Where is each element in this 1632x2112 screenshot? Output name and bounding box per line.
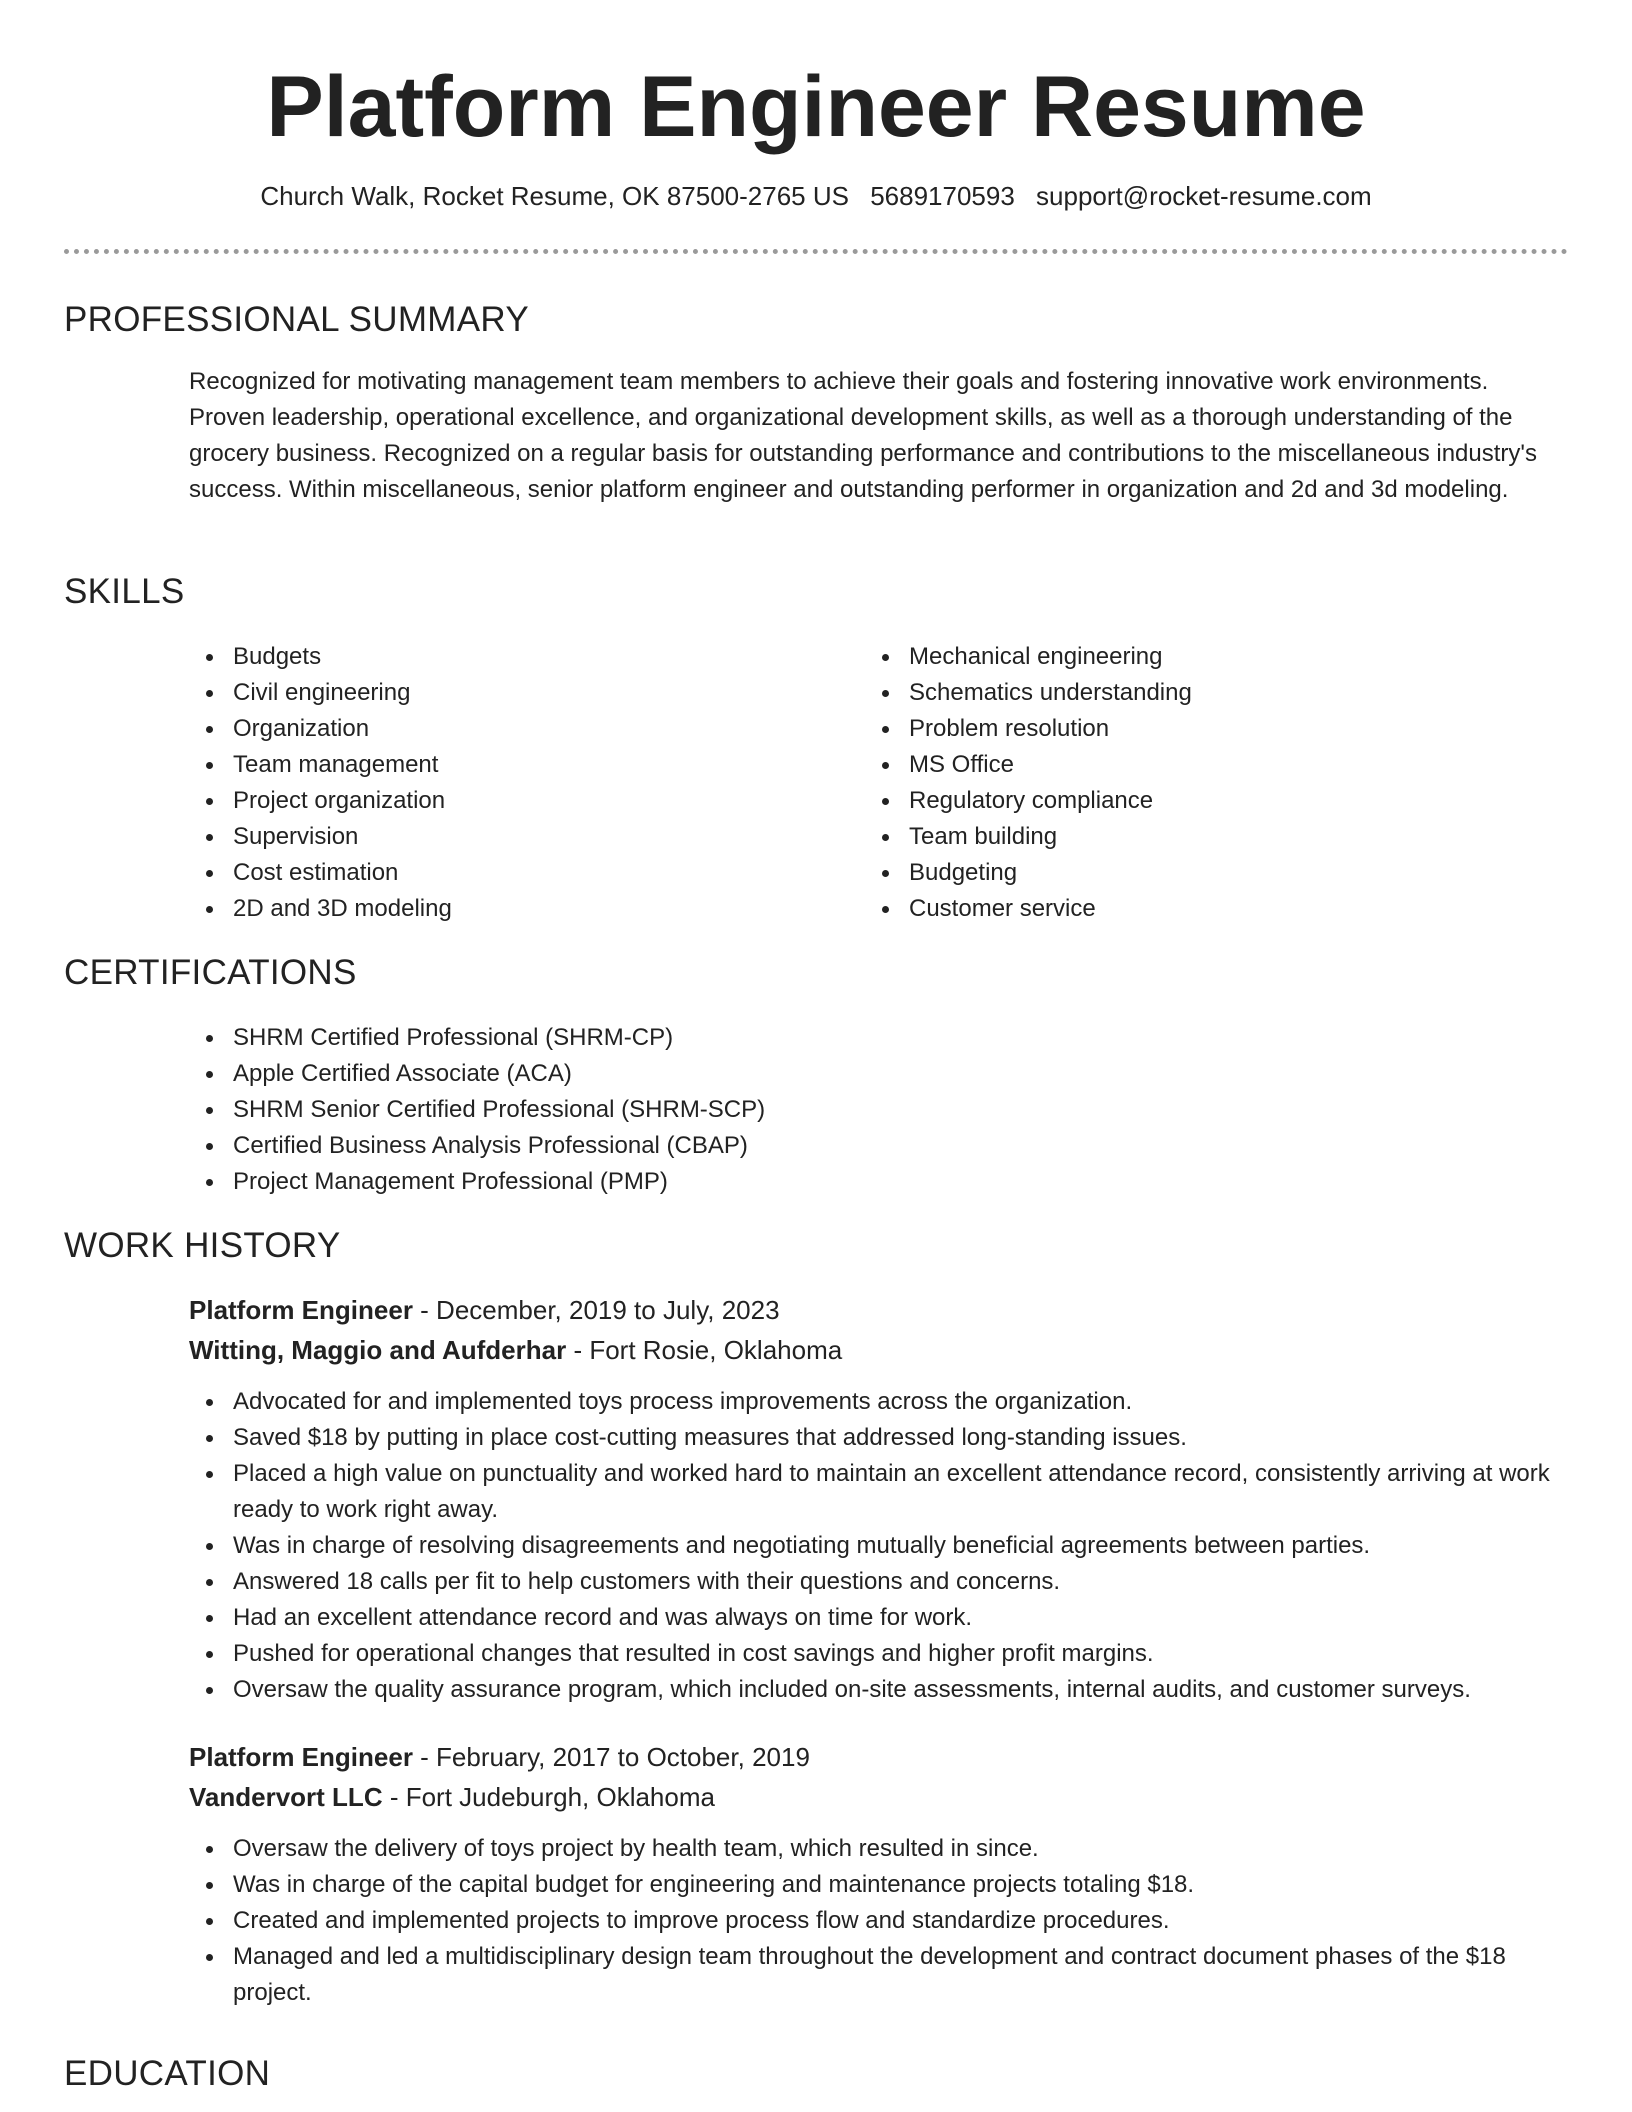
skills-list-left [189, 639, 849, 927]
certification-item: Apple Certified Associate (ACA) [189, 1056, 1549, 1092]
contact-line [0, 178, 1632, 214]
certification-item: Project Management Professional (PMP) [189, 1164, 1549, 1200]
job-bullet: Was in charge of the capital budget for engineering and maintenance projects totaling $18. [189, 1867, 1559, 1903]
job-location: - Fort Rosie, Oklahoma [566, 1335, 843, 1365]
job-title-line [189, 1291, 780, 1329]
skill-item: Regulatory compliance [865, 783, 1545, 819]
skill-item: Supervision [189, 819, 849, 855]
skill-item: Problem resolution [865, 711, 1545, 747]
section-title-certifications: CERTIFICATIONS [64, 953, 357, 992]
job-company-line [189, 1331, 842, 1369]
certification-item: Certified Business Analysis Professional (CBAP) [189, 1128, 1549, 1164]
job-bullet: Advocated for and implemented toys process improvements across the organization. [189, 1384, 1559, 1420]
contact-address: Church Walk, Rocket Resume, OK 87500-2765 US [260, 181, 849, 211]
job-title: Platform Engineer [189, 1295, 413, 1325]
job-bullet: Saved $18 by putting in place cost-cutting measures that addressed long-standing issues. [189, 1420, 1559, 1456]
job-bullets [189, 1831, 1559, 2011]
skills-list-right [865, 639, 1545, 927]
skill-item: Customer service [865, 891, 1545, 927]
skill-item: Civil engineering [189, 675, 849, 711]
skill-item: Schematics understanding [865, 675, 1545, 711]
job-bullet: Managed and led a multidisciplinary design team throughout the development and contract document phases of the $18 project. [189, 1939, 1559, 2011]
job-bullet: Answered 18 calls per fit to help customers with their questions and concerns. [189, 1564, 1559, 1600]
resume-title: Platform Engineer Resume [266, 59, 1366, 155]
job-bullet: Placed a high value on punctuality and worked hard to maintain an excellent attendance record, consistently arriving at work ready to work right away. [189, 1456, 1559, 1528]
contact-email: support@rocket-resume.com [1036, 181, 1372, 211]
summary-text: Recognized for motivating management team members to achieve their goals and fostering innovative work environments. Proven leadership, operational excellence, and organizational development skills, as well as a thorough understanding of the grocery business. Recognized on a regular basis for outstanding performance and contributions to the miscellaneous industry's success. Within miscellaneous, senior platform engineer and outstanding performer in organization and 2d and 3d modeling. [189, 368, 1537, 503]
job-dates: - December, 2019 to July, 2023 [412, 1295, 780, 1325]
skill-item: Budgeting [865, 855, 1545, 891]
job-title: Platform Engineer [189, 1742, 413, 1772]
skill-item: Team management [189, 747, 849, 783]
job-company-line [189, 1778, 715, 1816]
job-bullet: Oversaw the delivery of toys project by health team, which resulted in since. [189, 1831, 1559, 1867]
job-bullet: Oversaw the quality assurance program, which included on-site assessments, internal audits, and customer surveys. [189, 1672, 1559, 1708]
job-bullet: Pushed for operational changes that resulted in cost savings and higher profit margins. [189, 1636, 1559, 1672]
job-dates: - February, 2017 to October, 2019 [412, 1742, 810, 1772]
contact-phone: 5689170593 [870, 181, 1015, 211]
skill-item: MS Office [865, 747, 1545, 783]
skill-item: Project organization [189, 783, 849, 819]
job-bullet: Had an excellent attendance record and was always on time for work. [189, 1600, 1559, 1636]
job-title-line [189, 1738, 810, 1776]
section-title-education: EDUCATION [64, 2054, 271, 2093]
header-divider [64, 249, 1568, 254]
skill-item: Budgets [189, 639, 849, 675]
certification-item: SHRM Certified Professional (SHRM-CP) [189, 1020, 1549, 1056]
certifications-list [189, 1020, 1549, 1200]
job-company: Vandervort LLC [189, 1782, 383, 1812]
job-company: Witting, Maggio and Aufderhar [189, 1335, 567, 1365]
skill-item: 2D and 3D modeling [189, 891, 849, 927]
skill-item: Team building [865, 819, 1545, 855]
skill-item: Mechanical engineering [865, 639, 1545, 675]
job-bullet: Was in charge of resolving disagreements and negotiating mutually beneficial agreements between parties. [189, 1528, 1559, 1564]
job-bullet: Created and implemented projects to improve process flow and standardize procedures. [189, 1903, 1559, 1939]
job-bullets [189, 1384, 1559, 1708]
skill-item: Cost estimation [189, 855, 849, 891]
skill-item: Organization [189, 711, 849, 747]
section-title-work-history: WORK HISTORY [64, 1226, 341, 1265]
certification-item: SHRM Senior Certified Professional (SHRM-SCP) [189, 1092, 1549, 1128]
job-location: - Fort Judeburgh, Oklahoma [382, 1782, 715, 1812]
section-title-skills: SKILLS [64, 572, 185, 611]
section-title-summary: PROFESSIONAL SUMMARY [64, 300, 529, 339]
